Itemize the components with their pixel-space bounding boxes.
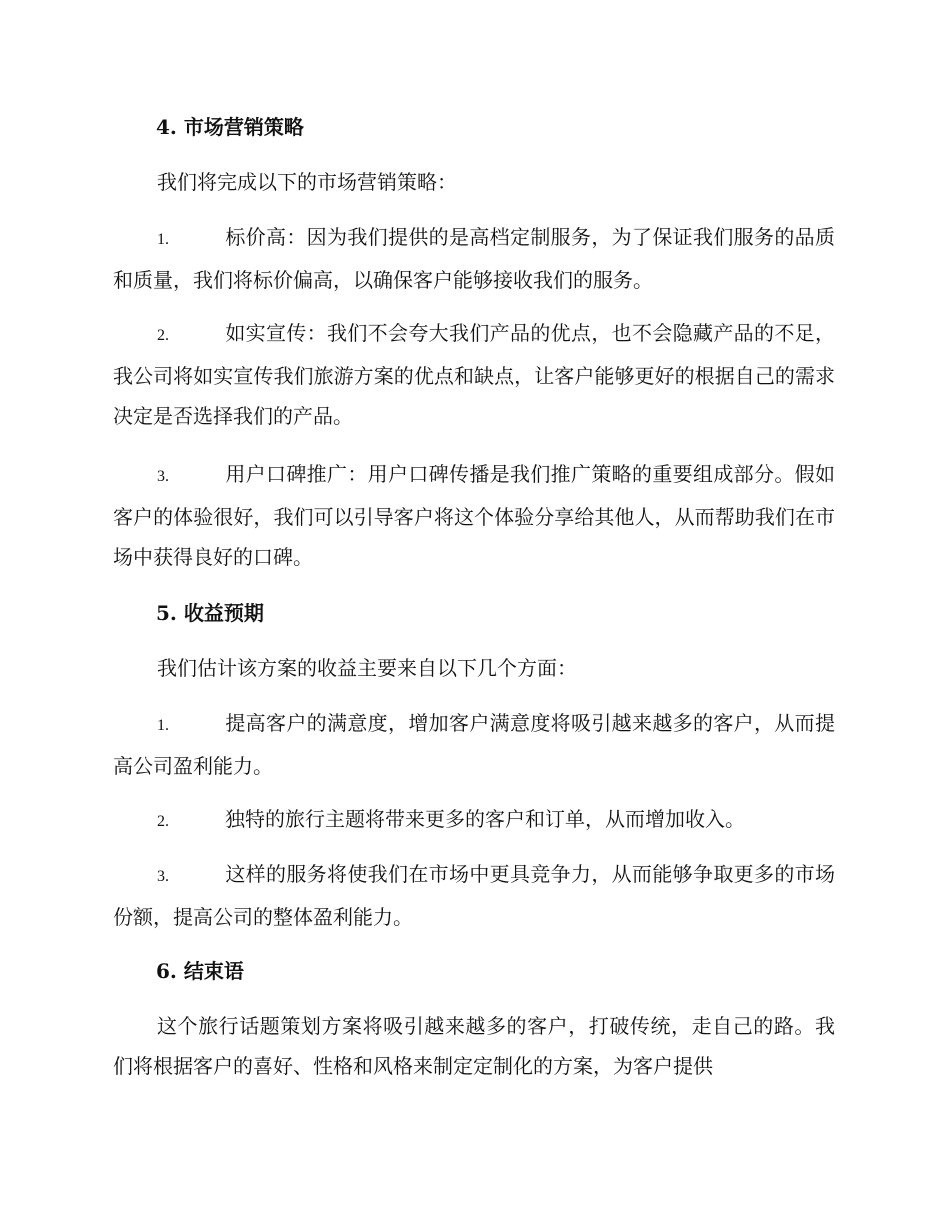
- list-item: [113, 217, 835, 300]
- list-item-number: 2.: [157, 813, 169, 830]
- list-item-number: 3.: [157, 468, 169, 485]
- section-heading-conclusion: 6. 结束语: [156, 959, 244, 983]
- list-item-number: 2.: [157, 327, 169, 344]
- list-item-number: 1.: [157, 717, 169, 734]
- conclusion-paragraph: 这个旅行话题策划方案将吸引越来越多的客户，打破传统，走自己的路。我们将根据客户的喜好、性格和风格来制定定制化的方案，为客户提供: [113, 1014, 835, 1078]
- list-item-text: 提高客户的满意度，增加客户满意度将吸引越来越多的客户，从而提高公司盈利能力。: [113, 711, 835, 778]
- list-item: [113, 799, 835, 842]
- list-item-number: 3.: [157, 868, 169, 885]
- list-item-text: 用户口碑推广：用户口碑传播是我们推广策略的重要组成部分。假如客户的体验很好，我们可以引导客户将这个体验分享给其他人，从而帮助我们在市场中获得良好的口碑。: [113, 462, 835, 569]
- section-heading-marketing: 4. 市场营销策略: [156, 115, 304, 139]
- section-intro-revenue: 我们估计该方案的收益主要来自以下几个方面：: [157, 656, 577, 680]
- section-heading-revenue: 5. 收益预期: [156, 601, 264, 625]
- list-item-text: 这样的服务将使我们在市场中更具竞争力，从而能够争取更多的市场份额，提高公司的整体盈利能力。: [113, 862, 835, 929]
- list-item-number: 1.: [157, 231, 169, 248]
- list-item-text: 如实宣传：我们不会夸大我们产品的优点，也不会隐藏产品的不足，我公司将如实宣传我们旅游方案的优点和缺点，让客户能够更好的根据自己的需求决定是否选择我们的产品。: [113, 321, 835, 428]
- section-intro-marketing: 我们将完成以下的市场营销策略：: [157, 170, 457, 194]
- list-item: [113, 854, 835, 937]
- list-item: [113, 703, 835, 786]
- list-item: [113, 454, 835, 577]
- list-item-text: 标价高：因为我们提供的是高档定制服务，为了保证我们服务的品质和质量，我们将标价偏高，以确保客户能够接收我们的服务。: [113, 225, 835, 292]
- list-item-text: 独特的旅行主题将带来更多的客户和订单，从而增加收入。: [225, 807, 745, 831]
- list-item: [113, 313, 835, 436]
